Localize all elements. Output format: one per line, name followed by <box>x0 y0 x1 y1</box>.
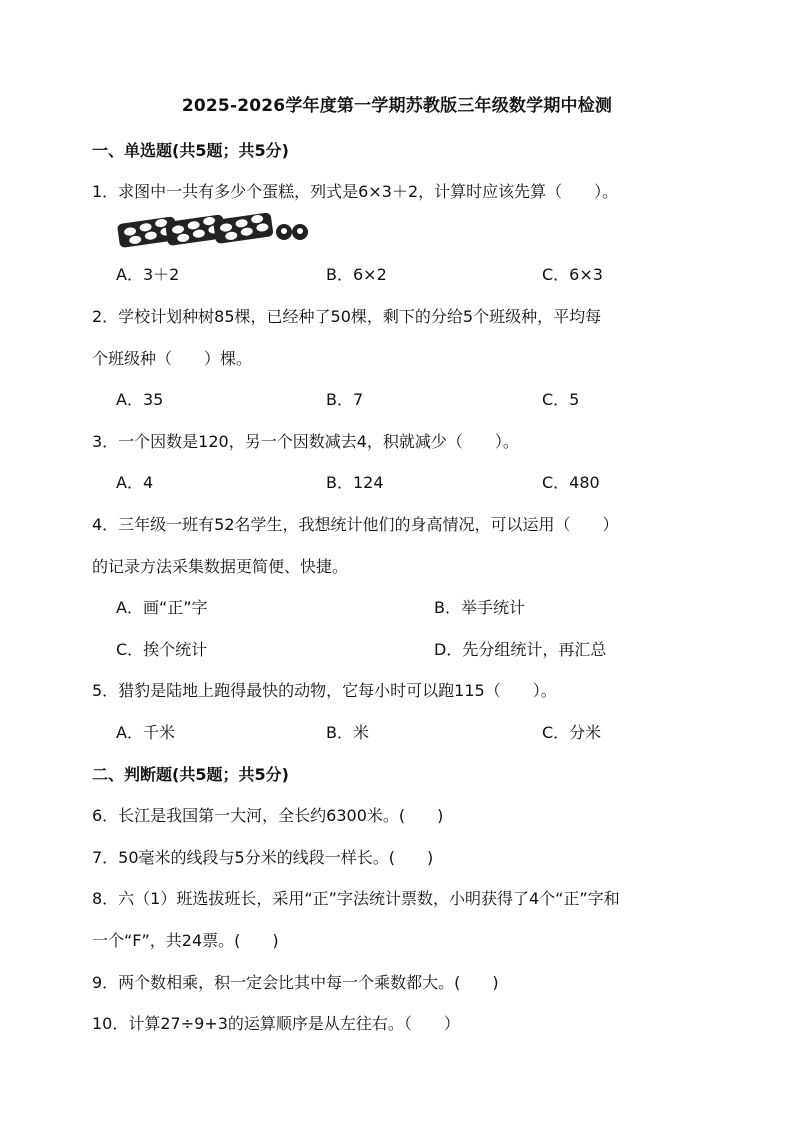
section-heading-true-false: 二、判断题(共5题；共5分) <box>92 765 289 784</box>
q5-option-c[interactable]: C．分米 <box>542 723 602 742</box>
loose-cakes <box>276 224 308 240</box>
question-8-line-1: 8．六（1）班选拔班长，采用“正”字法统计票数，小明获得了4个“正”字和 <box>92 889 620 908</box>
exam-title: 2025-2026学年度第一学期苏教版三年级数学期中检测 <box>181 96 613 116</box>
q5-option-a[interactable]: A．千米 <box>116 723 175 742</box>
section-heading-single-choice: 一、单选题(共5题；共5分) <box>92 141 289 160</box>
q2-option-c[interactable]: C．5 <box>542 390 580 409</box>
q1-option-a[interactable]: A．3＋2 <box>116 265 180 284</box>
question-8-line-2: 一个“F”，共24票。( ) <box>92 931 279 950</box>
q3-option-a[interactable]: A．4 <box>116 473 154 492</box>
question-9: 9．两个数相乘，积一定会比其中每一个乘数都大。( ) <box>92 973 499 992</box>
question-2-line-2: 个班级种（ ）棵。 <box>92 349 253 368</box>
question-6: 6．长江是我国第一大河，全长约6300米。( ) <box>92 806 444 825</box>
question-1: 1．求图中一共有多少个蛋糕，列式是6×3＋2，计算时应该先算（ ）。 <box>92 182 619 201</box>
q5-option-b[interactable]: B．米 <box>326 723 369 742</box>
q3-option-c[interactable]: C．480 <box>542 473 600 492</box>
q4-option-d[interactable]: D．先分组统计，再汇总 <box>434 640 607 659</box>
question-4-line-2: 的记录方法采集数据更简便、快捷。 <box>92 557 349 576</box>
q4-option-b[interactable]: B．举手统计 <box>434 598 525 617</box>
q4-option-a[interactable]: A．画“正”字 <box>116 598 208 617</box>
q3-option-b[interactable]: B．124 <box>326 473 384 492</box>
question-4-line-1: 4．三年级一班有52名学生，我想统计他们的身高情况，可以运用（ ） <box>92 515 619 534</box>
question-10: 10．计算27÷9+3的运算顺序是从左往右。（ ） <box>92 1014 460 1033</box>
question-3: 3．一个因数是120，另一个因数减去4，积就减少（ ）。 <box>92 432 519 451</box>
q1-option-c[interactable]: C．6×3 <box>542 265 603 284</box>
q2-option-b[interactable]: B．7 <box>326 390 364 409</box>
cake-trays-illustration <box>116 210 316 250</box>
q1-option-b[interactable]: B．6×2 <box>326 265 387 284</box>
q2-option-a[interactable]: A．35 <box>116 390 164 409</box>
question-5: 5．猎豹是陆地上跑得最快的动物，它每小时可以跑115（ ）。 <box>92 681 557 700</box>
question-2-line-1: 2．学校计划种树85棵，已经种了50棵，剩下的分给5个班级种，平均每 <box>92 307 602 326</box>
question-7: 7．50毫米的线段与5分米的线段一样长。( ) <box>92 848 434 867</box>
q4-option-c[interactable]: C．挨个统计 <box>116 640 208 659</box>
